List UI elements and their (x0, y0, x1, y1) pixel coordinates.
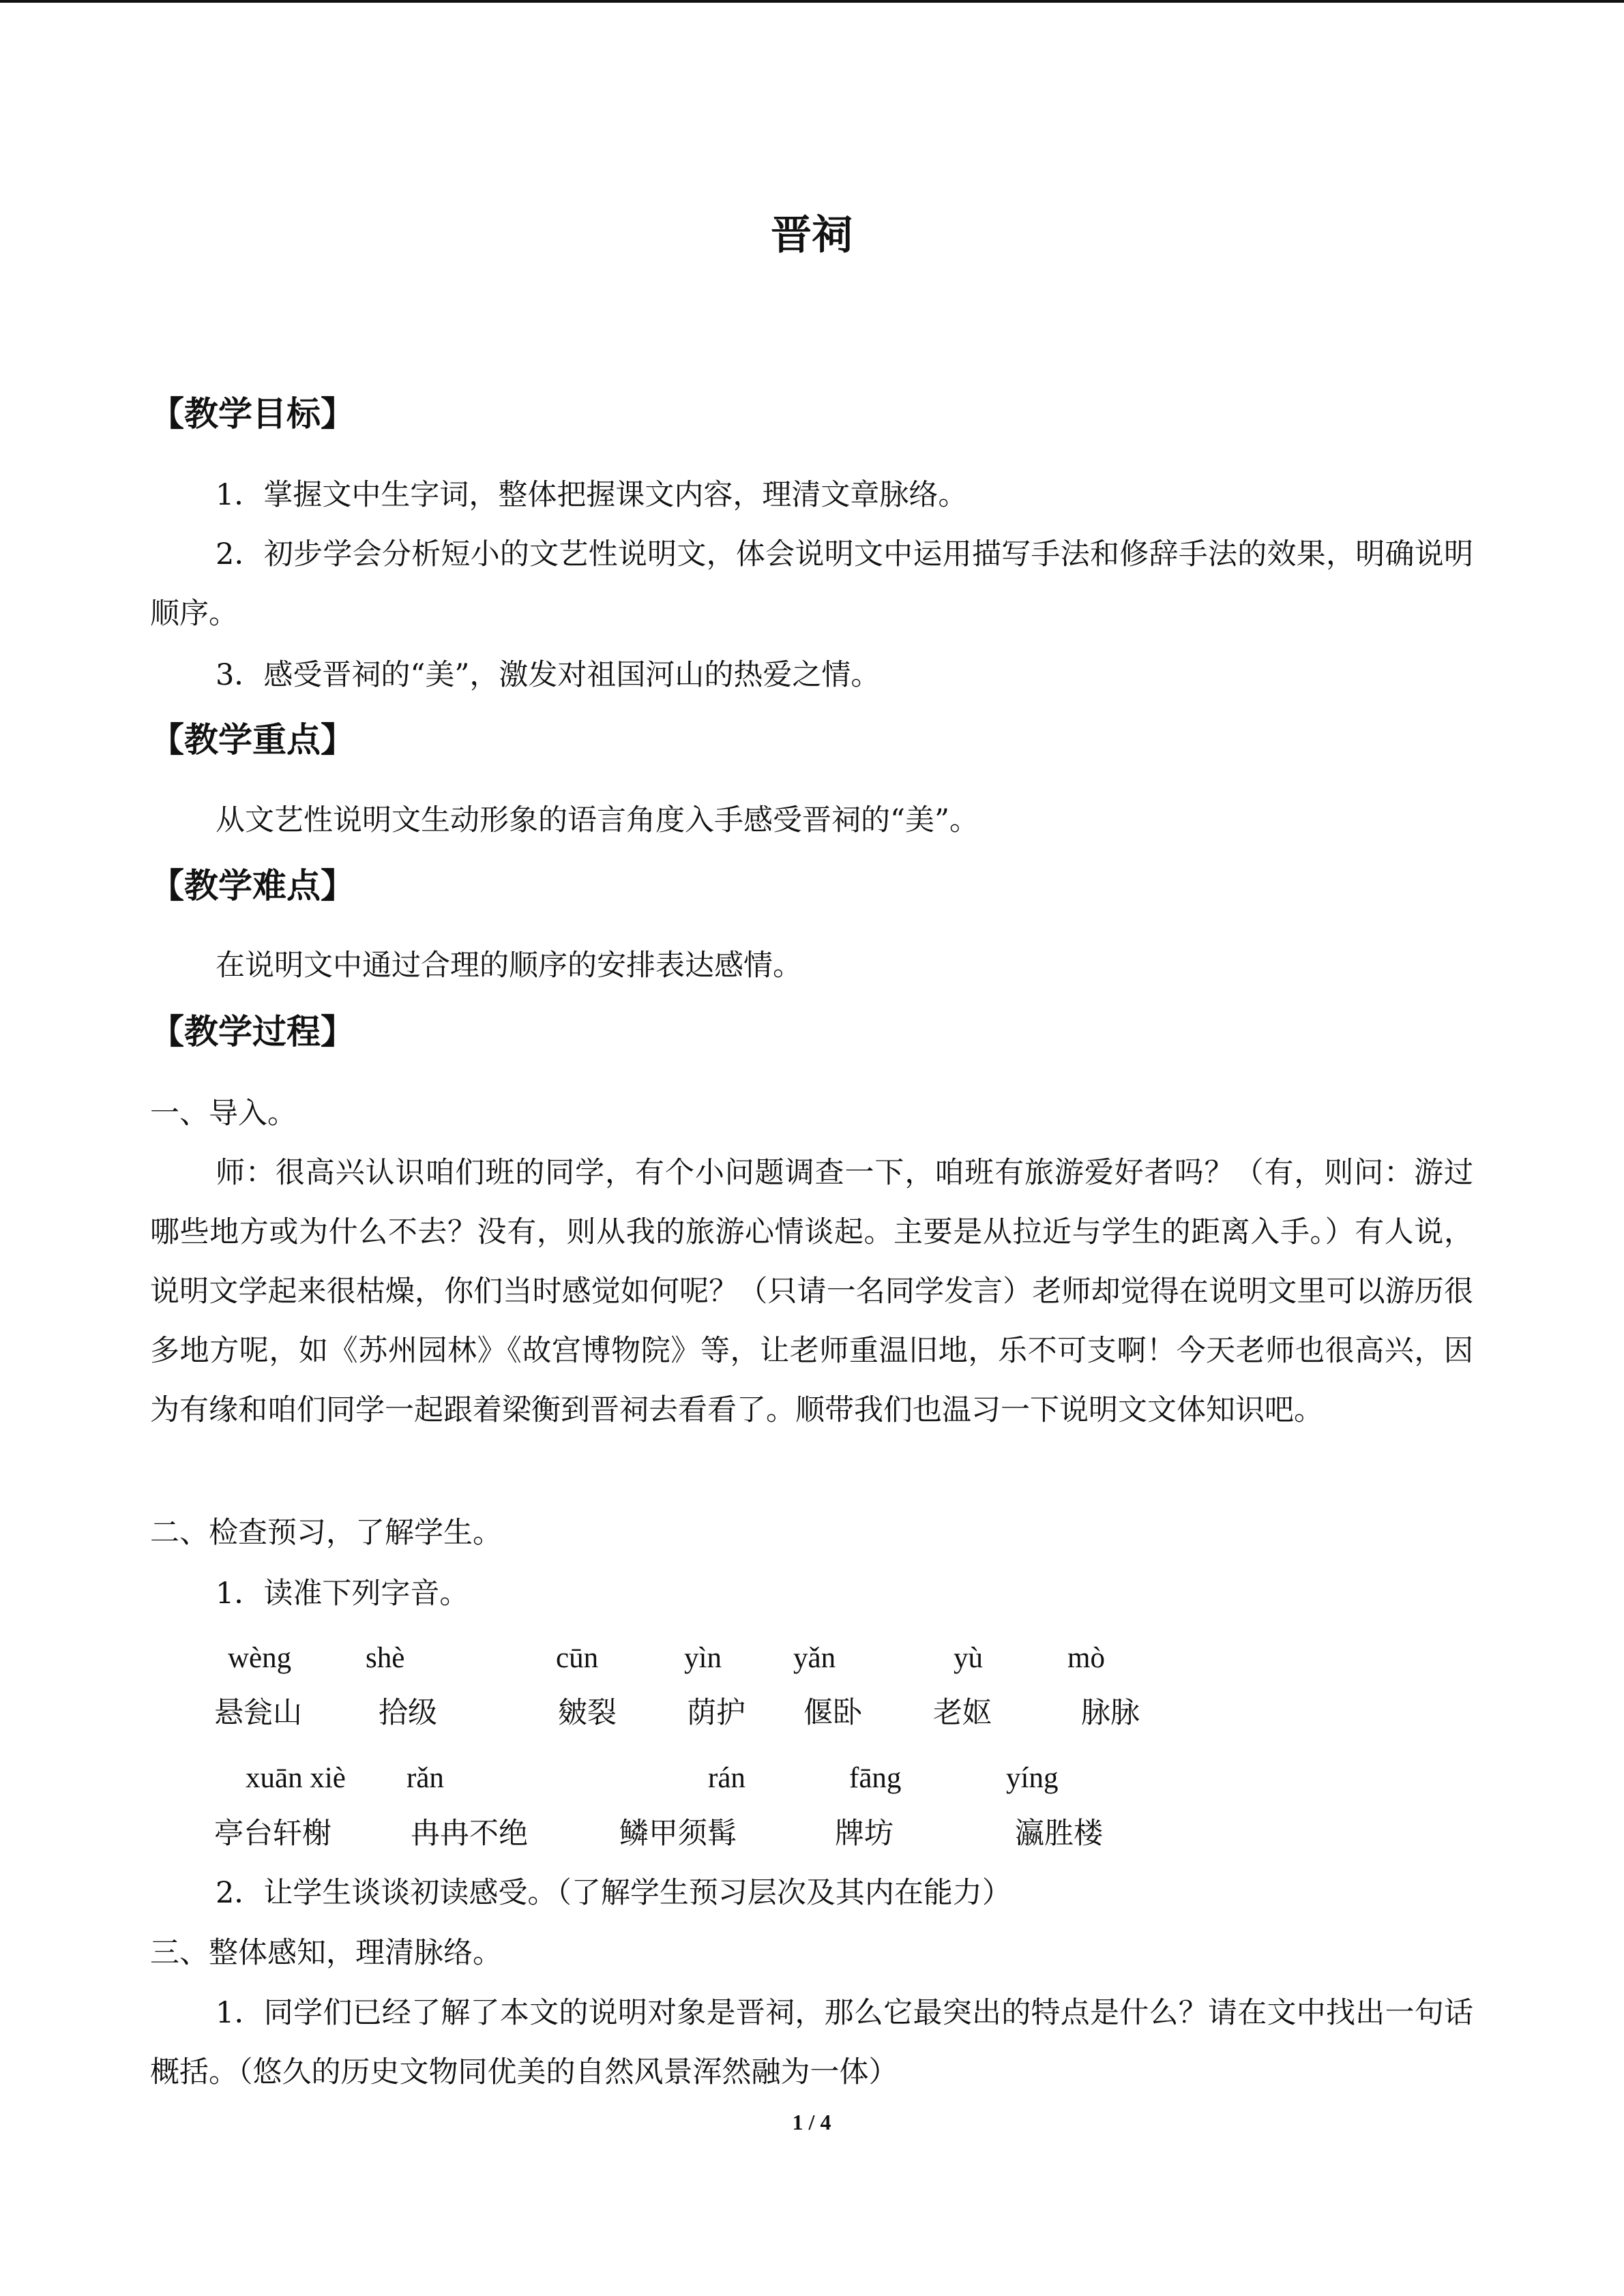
process-heading: 【教学过程】 (150, 1012, 355, 1052)
pinyin-row-2 (150, 1758, 1473, 1799)
objectives-heading: 【教学目标】 (150, 394, 355, 434)
difficulties-text: 在说明文中通过合理的顺序的安排表达感情。 (216, 949, 802, 983)
words-row-1 (150, 1689, 1473, 1737)
step2-item-2: 2．让学生谈谈初读感受。（了解学生预习层次及其内在能力） (216, 1876, 1012, 1910)
pinyin: rǎn (407, 1762, 444, 1794)
document-title: 晋祠 (771, 211, 853, 259)
objective-item-1: 1．掌握文中生字词，整体把握课文内容，理清文章脉络。 (216, 478, 968, 512)
vocab-word: 冉冉不绝 (411, 1817, 528, 1851)
vocab-word: 鳞甲须髯 (619, 1817, 737, 1851)
step3-item-1: 1．同学们已经了解了本文的说明对象是晋祠，那么它最突出的特点是什么？请在文中找出一句话概括。（悠久的历史文物同优美的自然风景浑然融为一体） (150, 1996, 1473, 2089)
key-points-heading: 【教学重点】 (150, 720, 355, 760)
words-row-2 (150, 1810, 1473, 1858)
vocab-word: 瀛胜楼 (1015, 1817, 1103, 1851)
vocab-word: 偃卧 (803, 1696, 862, 1730)
objective-item-3: 3．感受晋祠的“美”，激发对祖国河山的热爱之情。 (216, 658, 881, 692)
step1-text: 师：很高兴认识咱们班的同学，有个小问题调查一下，咱班有旅游爱好者吗？（有，则问：游过哪些地方或为什么不去？没有，则从我的旅游心情谈起。主要是从拉近与学生的距离入手。）有人说，说明文学起来很枯燥，你们当时感觉如何呢？（只请一名同学发言）老师却觉得在说明文里可以游历很多地方呢，如《苏州园林》《故宫博物院》等，让老师重温旧地，乐不可支啊！今天老师也很高兴，因为有缘和咱们同学一起跟着梁衡到晋祠去看看了。顺带我们也温习一下说明文文体知识吧。 (150, 1156, 1473, 1427)
vocab-word: 亭台轩榭 (214, 1817, 331, 1851)
pinyin: yǎn (793, 1642, 836, 1674)
pinyin: wèng (228, 1642, 292, 1674)
pinyin: yìn (684, 1642, 722, 1674)
pinyin: mò (1067, 1642, 1105, 1674)
vocab-word: 脉脉 (1081, 1696, 1140, 1730)
pinyin: shè (366, 1642, 405, 1674)
step1-title: 一、导入。 (150, 1097, 297, 1131)
document-page (150, 0, 1473, 2296)
pinyin: yù (954, 1642, 983, 1674)
vocab-word: 老妪 (933, 1696, 992, 1730)
pinyin: fāng (849, 1762, 902, 1794)
pinyin: xuān xiè (246, 1762, 346, 1794)
pinyin: yíng (1006, 1762, 1059, 1794)
pinyin: rán (708, 1762, 745, 1794)
step2-item-1: 1．读准下列字音。 (216, 1577, 469, 1611)
pinyin: cūn (556, 1642, 599, 1674)
pinyin-row-1 (150, 1638, 1473, 1679)
difficulties-heading: 【教学难点】 (150, 866, 355, 906)
vocab-word: 拾级 (379, 1696, 437, 1730)
step3-title: 三、整体感知，理清脉络。 (150, 1936, 502, 1970)
vocab-word: 荫护 (687, 1696, 745, 1730)
page-number: 1 / 4 (792, 2110, 831, 2134)
vocab-word: 皴裂 (558, 1696, 617, 1730)
objective-item-2: 2．初步学会分析短小的文艺性说明文，体会说明文中运用描写手法和修辞手法的效果，明确说明顺序。 (150, 537, 1473, 631)
vocab-word: 牌坊 (835, 1817, 894, 1851)
key-points-text: 从文艺性说明文生动形象的语言角度入手感受晋祠的“美”。 (216, 803, 979, 837)
vocab-word: 悬瓮山 (214, 1696, 302, 1730)
step2-title: 二、检查预习，了解学生。 (150, 1516, 502, 1550)
